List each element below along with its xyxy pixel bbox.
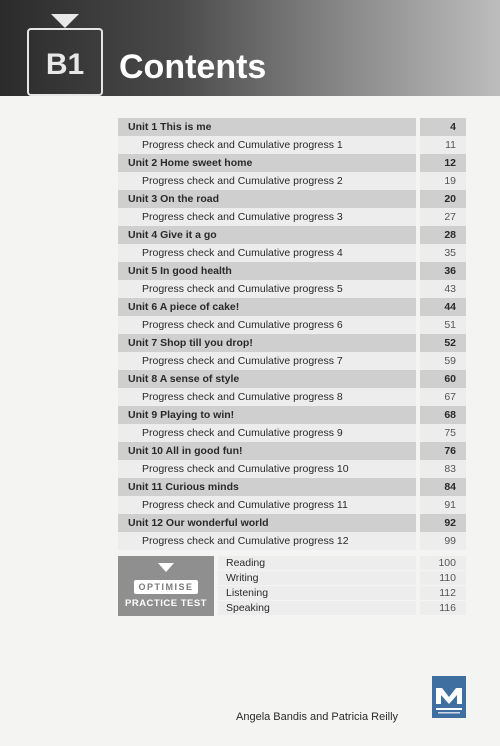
progress-title: Progress check and Cumulative progress 11 [118,496,416,514]
practice-test-page: 100 [420,556,466,570]
unit-page: 60 [420,370,466,388]
unit-row[interactable] [118,370,466,388]
practice-test-label: PRACTICE TEST [125,598,207,609]
progress-row[interactable] [118,496,466,514]
progress-row[interactable] [118,244,466,262]
progress-title: Progress check and Cumulative progress 7 [118,352,416,370]
authors: Angela Bandis and Patricia Reilly [236,711,399,723]
unit-page: 20 [420,190,466,208]
unit-block [118,118,466,154]
down-arrow-icon [158,563,174,572]
unit-block [118,514,466,550]
unit-title: Unit 2 Home sweet home [118,154,416,172]
progress-row[interactable] [118,280,466,298]
practice-test-list [218,556,466,616]
practice-test-row[interactable] [218,556,466,571]
unit-page: 4 [420,118,466,136]
unit-block [118,154,466,190]
unit-title: Unit 7 Shop till you drop! [118,334,416,352]
unit-page: 52 [420,334,466,352]
unit-title: Unit 9 Playing to win! [118,406,416,424]
practice-test-title: Speaking [218,601,416,615]
unit-page: 92 [420,514,466,532]
progress-row[interactable] [118,172,466,190]
macmillan-logo-icon [432,676,466,718]
practice-test-page: 116 [420,601,466,615]
unit-row[interactable] [118,190,466,208]
progress-page: 43 [420,280,466,298]
progress-title: Progress check and Cumulative progress 12 [118,532,416,550]
contents-table [118,118,466,550]
practice-test-title: Reading [218,556,416,570]
unit-row[interactable] [118,334,466,352]
unit-block [118,442,466,478]
unit-row[interactable] [118,478,466,496]
practice-test-title: Writing [218,571,416,585]
progress-page: 67 [420,388,466,406]
unit-page: 28 [420,226,466,244]
progress-title: Progress check and Cumulative progress 8 [118,388,416,406]
optimise-section [118,556,466,616]
unit-page: 68 [420,406,466,424]
progress-row[interactable] [118,208,466,226]
progress-row[interactable] [118,388,466,406]
progress-title: Progress check and Cumulative progress 10 [118,460,416,478]
progress-title: Progress check and Cumulative progress 6 [118,316,416,334]
header-band [0,0,500,96]
progress-page: 59 [420,352,466,370]
unit-block [118,406,466,442]
unit-block [118,370,466,406]
progress-page: 27 [420,208,466,226]
unit-block [118,190,466,226]
unit-block [118,262,466,298]
unit-title: Unit 1 This is me [118,118,416,136]
unit-row[interactable] [118,118,466,136]
unit-page: 12 [420,154,466,172]
unit-title: Unit 4 Give it a go [118,226,416,244]
progress-page: 35 [420,244,466,262]
progress-title: Progress check and Cumulative progress 4 [118,244,416,262]
page-title: Contents [119,48,267,86]
unit-block [118,478,466,514]
unit-title: Unit 12 Our wonderful world [118,514,416,532]
practice-test-page: 112 [420,586,466,600]
unit-row[interactable] [118,406,466,424]
unit-title: Unit 11 Curious minds [118,478,416,496]
unit-block [118,334,466,370]
unit-title: Unit 10 All in good fun! [118,442,416,460]
progress-row[interactable] [118,136,466,154]
unit-block [118,298,466,334]
progress-page: 83 [420,460,466,478]
progress-row[interactable] [118,460,466,478]
progress-title: Progress check and Cumulative progress 3 [118,208,416,226]
unit-title: Unit 8 A sense of style [118,370,416,388]
optimise-word: OPTIMISE [134,580,198,594]
unit-page: 76 [420,442,466,460]
progress-page: 99 [420,532,466,550]
progress-page: 91 [420,496,466,514]
down-arrow-icon [51,14,79,28]
unit-row[interactable] [118,226,466,244]
practice-test-title: Listening [218,586,416,600]
unit-row[interactable] [118,442,466,460]
progress-title: Progress check and Cumulative progress 1 [118,136,416,154]
progress-row[interactable] [118,424,466,442]
unit-block [118,226,466,262]
unit-title: Unit 6 A piece of cake! [118,298,416,316]
practice-test-row[interactable] [218,601,466,616]
progress-title: Progress check and Cumulative progress 2 [118,172,416,190]
progress-page: 75 [420,424,466,442]
progress-row[interactable] [118,352,466,370]
unit-title: Unit 3 On the road [118,190,416,208]
unit-row[interactable] [118,514,466,532]
progress-title: Progress check and Cumulative progress 9 [118,424,416,442]
progress-title: Progress check and Cumulative progress 5 [118,280,416,298]
progress-page: 51 [420,316,466,334]
progress-row[interactable] [118,532,466,550]
progress-row[interactable] [118,316,466,334]
unit-page: 44 [420,298,466,316]
practice-test-row[interactable] [218,586,466,601]
unit-row[interactable] [118,262,466,280]
progress-page: 19 [420,172,466,190]
unit-title: Unit 5 In good health [118,262,416,280]
unit-page: 84 [420,478,466,496]
level-label: B1 [45,48,85,81]
optimise-badge [118,556,214,616]
unit-row[interactable] [118,154,466,172]
unit-page: 36 [420,262,466,280]
practice-test-page: 110 [420,571,466,585]
level-badge [27,28,103,96]
practice-test-row[interactable] [218,571,466,586]
progress-page: 11 [420,136,466,154]
unit-row[interactable] [118,298,466,316]
